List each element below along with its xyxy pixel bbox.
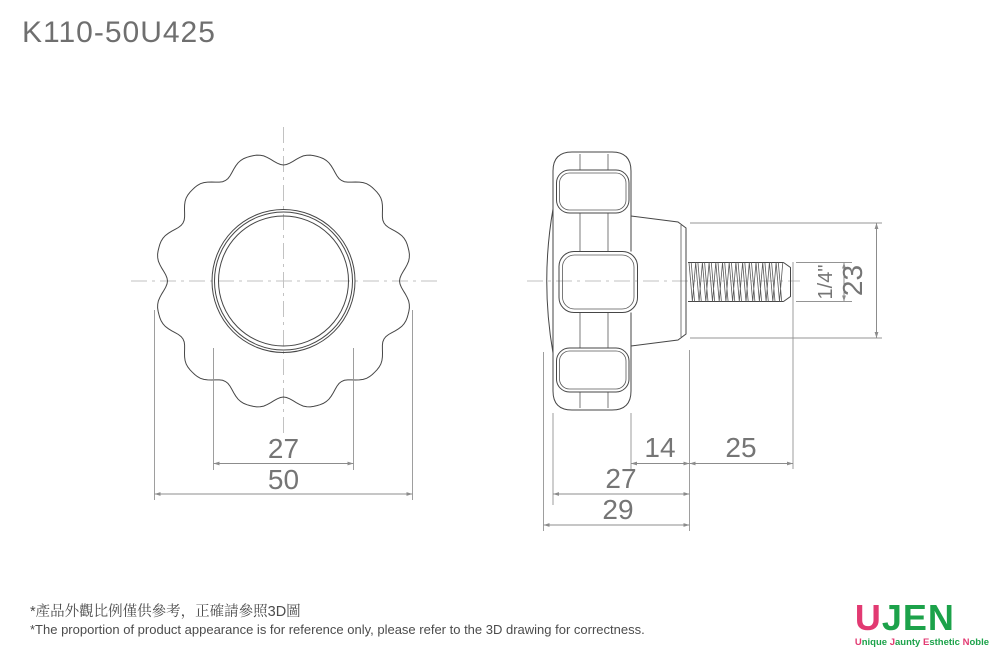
dim-text-hub-length: 14 [644, 432, 676, 463]
dim-text-total-depth: 29 [602, 494, 634, 525]
tagline-word: oble [969, 637, 989, 648]
lobe-top-inner [560, 173, 627, 210]
part-number-title: K110-50U425 [22, 16, 216, 49]
lobe-top-outer [557, 170, 630, 213]
dim-text-knob-height: 23 [837, 264, 868, 297]
dim-text-body-depth: 27 [605, 463, 637, 494]
lobe-middle-inner [563, 255, 635, 309]
side-view [527, 152, 882, 531]
logo-letter-u: U [854, 597, 882, 638]
ujen-logo-tagline [855, 637, 989, 648]
front-view [131, 127, 437, 500]
logo-letters-jen: JEN [881, 597, 955, 638]
footnote-english: *The proportion of product appearance is for reference only, please refer to the 3D drawing for correctness. [30, 622, 645, 637]
tagline-word: sthetic [929, 637, 963, 648]
dim-text-outer-diameter: 50 [267, 464, 300, 495]
dim-text-thread-size: 1/4" [815, 264, 837, 300]
dim-text-thread-length: 25 [725, 432, 757, 463]
thread-zigzag [689, 263, 783, 302]
ujen-logo [854, 597, 989, 648]
tagline-initial: N [962, 637, 970, 648]
dim-text-cap-diameter: 27 [267, 433, 300, 464]
tagline-initial: J [889, 637, 895, 648]
tagline-initial: U [854, 637, 862, 648]
lobe-bottom-outer [557, 348, 630, 392]
footnote-chinese: *產品外觀比例僅供參考，正確請參照3D圖 [30, 604, 301, 620]
tagline-word: aunty [895, 637, 923, 648]
tagline-word: nique [861, 637, 890, 648]
footnote [30, 604, 645, 638]
lobe-middle-outer [559, 252, 638, 313]
ujen-logo-wordmark [854, 597, 989, 638]
lobe-bottom-inner [560, 351, 627, 389]
tagline-initial: E [922, 637, 930, 648]
thread-crest-lines [688, 263, 791, 302]
